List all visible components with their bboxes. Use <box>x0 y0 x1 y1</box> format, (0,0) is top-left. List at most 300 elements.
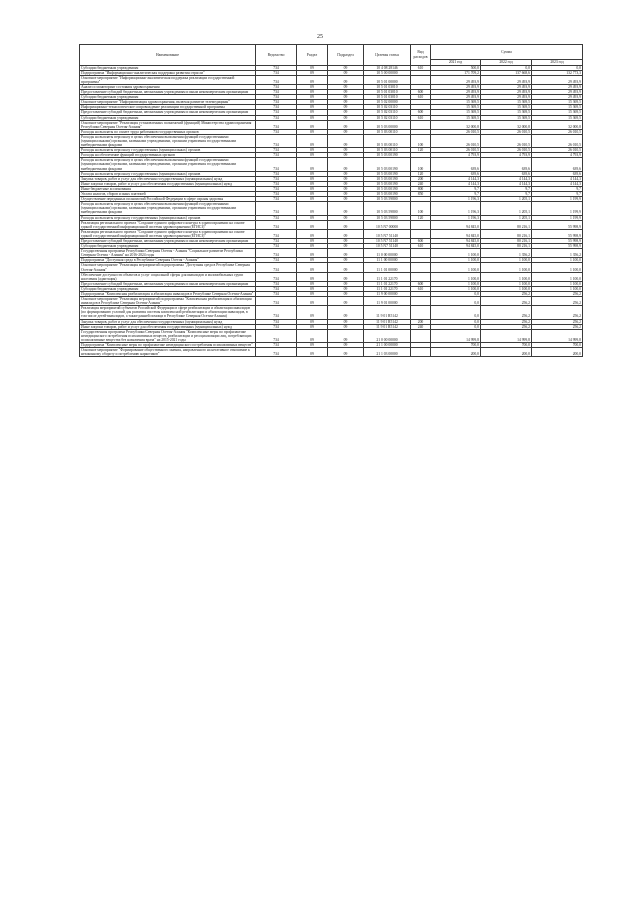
cell-subsection: 09 <box>328 258 364 263</box>
cell-sum-2022: 639,6 <box>481 158 532 171</box>
col-header-year-2023: 2023 год <box>532 60 583 66</box>
cell-sum-2023: 256,2 <box>532 324 583 329</box>
cell-ministry: 734 <box>256 95 297 100</box>
cell-sum-2021: 1 100,0 <box>431 258 481 263</box>
cell-ministry: 734 <box>256 158 297 171</box>
cell-sum-2022: 4 144,3 <box>481 181 532 186</box>
cell-sum-2022: 1 205,1 <box>481 197 532 202</box>
cell-expense-type: 600 <box>411 90 431 95</box>
cell-sum-2022: 0,0 <box>481 65 532 70</box>
cell-subsection: 09 <box>328 343 364 348</box>
cell-ministry: 734 <box>256 348 297 357</box>
cell-expense-type <box>411 120 431 129</box>
cell-sum-2023: 4 144,3 <box>532 176 583 181</box>
cell-expense-type: 610 <box>411 115 431 120</box>
cell-sum-2021: 29 493,9 <box>431 90 481 95</box>
cell-section: 09 <box>297 134 328 147</box>
cell-sum-2023: 32 000,8 <box>532 120 583 129</box>
cell-sum-2022: 26 010,5 <box>481 148 532 153</box>
cell-sum-2023: 1 100,0 <box>532 263 583 272</box>
cell-name: Предоставление субсидий бюджетным, автономным учреждениям и иным некоммерческим организациям <box>80 90 256 95</box>
table-row <box>80 272 583 281</box>
cell-subsection: 09 <box>328 272 364 281</box>
cell-sum-2022: 256,2 <box>481 292 532 297</box>
cell-sum-2022: 1 100,0 <box>481 286 532 291</box>
cell-sum-2022: 15 369,5 <box>481 110 532 115</box>
cell-sum-2022: 137 668,6 <box>481 70 532 75</box>
cell-sum-2022: 1 100,0 <box>481 258 532 263</box>
cell-target: 10 5 01 00000 <box>364 75 411 84</box>
cell-section: 09 <box>297 215 328 220</box>
cell-sum-2022: 256,2 <box>481 306 532 319</box>
cell-sum-2023: 1 100,0 <box>532 258 583 263</box>
cell-sum-2023: 132 773,3 <box>532 70 583 75</box>
cell-name: Закупка товаров, работ и услуг для обеспечения государственных (муниципальных) нужд <box>80 319 256 324</box>
cell-ministry: 734 <box>256 176 297 181</box>
cell-ministry: 734 <box>256 249 297 258</box>
cell-ministry: 734 <box>256 343 297 348</box>
cell-target: 10 5 00 00000 <box>364 70 411 75</box>
budget-table <box>79 44 583 357</box>
cell-section: 09 <box>297 343 328 348</box>
table-row <box>80 134 583 147</box>
cell-sum-2023: 4 793,9 <box>532 153 583 158</box>
cell-sum-2023: 256,2 <box>532 319 583 324</box>
cell-sum-2023: 29 493,9 <box>532 90 583 95</box>
cell-sum-2021: 4 144,3 <box>431 176 481 181</box>
cell-ministry: 734 <box>256 105 297 110</box>
cell-ministry: 734 <box>256 65 297 70</box>
cell-section: 09 <box>297 244 328 249</box>
cell-section: 09 <box>297 272 328 281</box>
cell-ministry: 734 <box>256 75 297 84</box>
cell-subsection: 09 <box>328 215 364 220</box>
cell-section: 09 <box>297 90 328 95</box>
cell-sum-2022: 14 999,8 <box>481 329 532 342</box>
cell-name: Субсидии бюджетным учреждениям <box>80 244 256 249</box>
cell-name: Расходы на выплаты персоналу в целях обеспечения выполнения функций государственными (муниципальными) органами, казенными учреждениями, органами управления государственными внебюджетными фондами <box>80 134 256 147</box>
cell-name: Предоставление субсидий бюджетным, автономным учреждениям и иным некоммерческим организациям <box>80 110 256 115</box>
cell-section: 09 <box>297 306 328 319</box>
cell-section: 09 <box>297 75 328 84</box>
table-row <box>80 158 583 171</box>
cell-section: 09 <box>297 229 328 238</box>
cell-sum-2021: 0,0 <box>431 297 481 306</box>
cell-sum-2022: 80 216,1 <box>481 238 532 243</box>
cell-sum-2021: 4 793,9 <box>431 153 481 158</box>
cell-subsection: 09 <box>328 286 364 291</box>
cell-sum-2023: 200,0 <box>532 348 583 357</box>
cell-sum-2021: 1 196,3 <box>431 215 481 220</box>
cell-sum-2021: 700,0 <box>431 343 481 348</box>
cell-expense-type: 240 <box>411 324 431 329</box>
cell-section: 09 <box>297 181 328 186</box>
cell-subsection: 09 <box>328 281 364 286</box>
cell-expense-type: 600 <box>411 110 431 115</box>
cell-name: Основное мероприятие "Формирование общественного мнения, направленного на негативное отношение к незаконному обороту и потреблению наркотиков" <box>80 348 256 357</box>
cell-sum-2022: 15 369,5 <box>481 100 532 105</box>
cell-sum-2023: 639,6 <box>532 158 583 171</box>
cell-ministry: 734 <box>256 244 297 249</box>
cell-subsection: 09 <box>328 120 364 129</box>
cell-sum-2021: 94 845,0 <box>431 244 481 249</box>
cell-name: Субсидии бюджетным учреждениям <box>80 286 256 291</box>
cell-ministry: 734 <box>256 258 297 263</box>
cell-target: 11 9 01 R5142 <box>364 306 411 319</box>
cell-ministry: 734 <box>256 306 297 319</box>
cell-sum-2023: 14 999,8 <box>532 329 583 342</box>
cell-ministry: 734 <box>256 263 297 272</box>
cell-name: Расходы на выплаты персоналу государственных (муниципальных) органов <box>80 148 256 153</box>
cell-sum-2023: 4 144,3 <box>532 181 583 186</box>
cell-section: 09 <box>297 329 328 342</box>
cell-expense-type: 600 <box>411 281 431 286</box>
cell-sum-2023: 1 100,0 <box>532 286 583 291</box>
cell-sum-2023: 9,7 <box>532 186 583 191</box>
cell-subsection: 09 <box>328 65 364 70</box>
cell-sum-2021: 26 010,5 <box>431 134 481 147</box>
cell-target: 11 1 01 22170 <box>364 286 411 291</box>
cell-target: 10 5 01 03010 <box>364 84 411 89</box>
cell-subsection: 09 <box>328 171 364 176</box>
cell-target: 10 5 02 03110 <box>364 105 411 110</box>
cell-name: Иные бюджетные ассигнования <box>80 186 256 191</box>
table-row <box>80 249 583 258</box>
cell-target: 10 5 N7 51140 <box>364 244 411 249</box>
cell-sum-2023: 55 998,9 <box>532 229 583 238</box>
table-row <box>80 297 583 306</box>
cell-section: 09 <box>297 348 328 357</box>
cell-section: 09 <box>297 153 328 158</box>
cell-name: Реализация мероприятий субъектов Российской Федерации в сфере реабилитации и абилитации инвалидов (по формированию условий для развития системы комплексной реабилитации и абилитации инвалидов, в том числе детей-инвалидов, а также ранней помощи в Республике Северная Осетия-Алания) <box>80 306 256 319</box>
cell-section: 09 <box>297 110 328 115</box>
cell-subsection: 09 <box>328 292 364 297</box>
table-row <box>80 202 583 215</box>
cell-ministry: 734 <box>256 110 297 115</box>
col-header-section: Раздел <box>297 45 328 66</box>
cell-sum-2021: 29 493,9 <box>431 84 481 89</box>
cell-name: Расходы на выплаты персоналу государственных (муниципальных) органов <box>80 171 256 176</box>
cell-target: 11 0 00 00000 <box>364 249 411 258</box>
cell-expense-type <box>411 229 431 238</box>
cell-subsection: 09 <box>328 134 364 147</box>
cell-section: 09 <box>297 186 328 191</box>
cell-sum-2021: 94 845,0 <box>431 229 481 238</box>
cell-sum-2023: 1 199,9 <box>532 197 583 202</box>
cell-subsection: 09 <box>328 181 364 186</box>
cell-subsection: 09 <box>328 176 364 181</box>
cell-sum-2021: 0,0 <box>431 319 481 324</box>
cell-subsection: 09 <box>328 115 364 120</box>
cell-target: 10 5 03 00000 <box>364 120 411 129</box>
cell-target: 11 1 01 22170 <box>364 281 411 286</box>
cell-sum-2022: 1 100,0 <box>481 281 532 286</box>
cell-sum-2022: 80 216,1 <box>481 220 532 229</box>
cell-ministry: 734 <box>256 70 297 75</box>
col-header-expense-type: Вид расходов <box>411 45 431 66</box>
cell-expense-type <box>411 348 431 357</box>
cell-expense-type: 610 <box>411 65 431 70</box>
cell-expense-type: 100 <box>411 158 431 171</box>
table-row <box>80 329 583 342</box>
cell-subsection: 09 <box>328 148 364 153</box>
cell-name: Основное мероприятие "Реализация установленных полномочий (функций) Министерства здравоохранения Республики Северная Осетия-Алания" <box>80 120 256 129</box>
cell-target: 11 1 01 00000 <box>364 263 411 272</box>
cell-expense-type: 120 <box>411 215 431 220</box>
cell-section: 09 <box>297 324 328 329</box>
cell-name: Подпрограмма "Информационно-аналитическая поддержка развития отрасли" <box>80 70 256 75</box>
cell-subsection: 09 <box>328 244 364 249</box>
cell-sum-2022: 1 205,1 <box>481 202 532 215</box>
cell-sum-2022: 15 369,5 <box>481 115 532 120</box>
cell-expense-type: 200 <box>411 176 431 181</box>
cell-ministry: 734 <box>256 90 297 95</box>
cell-sum-2023: 1 199,9 <box>532 215 583 220</box>
cell-sum-2021: 15 369,5 <box>431 115 481 120</box>
cell-sum-2022: 1 356,2 <box>481 249 532 258</box>
cell-section: 09 <box>297 158 328 171</box>
cell-ministry: 734 <box>256 292 297 297</box>
cell-name: Основное мероприятие "Реализация мероприятий подпрограммы "Доступная среда в Республике Северная Осетия-Алания" <box>80 263 256 272</box>
cell-section: 09 <box>297 249 328 258</box>
cell-sum-2021: 171 709,2 <box>431 70 481 75</box>
cell-subsection: 09 <box>328 153 364 158</box>
cell-section: 09 <box>297 202 328 215</box>
cell-sum-2021: 1 196,3 <box>431 197 481 202</box>
cell-sum-2021: 0,0 <box>431 306 481 319</box>
cell-sum-2022: 26 010,5 <box>481 134 532 147</box>
cell-section: 09 <box>297 281 328 286</box>
cell-section: 09 <box>297 95 328 100</box>
cell-target: 10 5 03 00110 <box>364 134 411 147</box>
cell-expense-type: 240 <box>411 181 431 186</box>
cell-expense-type: 100 <box>411 134 431 147</box>
cell-expense-type: 200 <box>411 319 431 324</box>
cell-sum-2021: 0,0 <box>431 324 481 329</box>
cell-sum-2023: 29 493,9 <box>532 84 583 89</box>
cell-sum-2021: 639,6 <box>431 171 481 176</box>
cell-name: Уплата налогов, сборов и иных платежей <box>80 192 256 197</box>
cell-target: 10 5 03 00190 <box>364 186 411 191</box>
cell-name: Информационно-технологическое сопровождение реализации государственной программы <box>80 105 256 110</box>
cell-name: Обеспечение доступности объектов и услуг социальной сферы для инвалидов и маломобильных групп населения (адаптация) <box>80 272 256 281</box>
cell-subsection: 09 <box>328 70 364 75</box>
cell-section: 09 <box>297 297 328 306</box>
cell-subsection: 09 <box>328 197 364 202</box>
cell-sum-2022: 29 493,9 <box>481 75 532 84</box>
cell-section: 09 <box>297 120 328 129</box>
cell-target: 10 5 02 03110 <box>364 115 411 120</box>
cell-ministry: 734 <box>256 181 297 186</box>
cell-subsection: 09 <box>328 202 364 215</box>
cell-ministry: 734 <box>256 329 297 342</box>
cell-name: Государственная программа Республики Северная Осетия - Алания "Социальное развитие Республики Северная Осетия - Алания" на 2016-2024 годы <box>80 249 256 258</box>
cell-target: 10 5 01 03010 <box>364 95 411 100</box>
cell-expense-type <box>411 272 431 281</box>
cell-target: 11 9 01 00000 <box>364 297 411 306</box>
cell-ministry: 734 <box>256 148 297 153</box>
cell-subsection: 09 <box>328 95 364 100</box>
cell-subsection: 09 <box>328 319 364 324</box>
cell-sum-2023: 1 199,9 <box>532 202 583 215</box>
cell-sum-2022: 700,0 <box>481 343 532 348</box>
cell-subsection: 09 <box>328 90 364 95</box>
cell-ministry: 734 <box>256 286 297 291</box>
cell-subsection: 09 <box>328 263 364 272</box>
col-header-name: Наименование <box>80 45 256 66</box>
cell-target: 10 5 N7 51140 <box>364 229 411 238</box>
page-number: 25 <box>317 34 323 40</box>
cell-sum-2023: 26 010,5 <box>532 148 583 153</box>
cell-target: 10 5 03 59800 <box>364 197 411 202</box>
cell-ministry: 734 <box>256 115 297 120</box>
cell-expense-type <box>411 297 431 306</box>
cell-sum-2023: 15 369,5 <box>532 105 583 110</box>
table-row <box>80 348 583 357</box>
cell-ministry: 734 <box>256 319 297 324</box>
cell-subsection: 09 <box>328 324 364 329</box>
cell-ministry: 734 <box>256 120 297 129</box>
cell-expense-type <box>411 75 431 84</box>
cell-sum-2021: 1 100,0 <box>431 281 481 286</box>
cell-sum-2022: 4 144,3 <box>481 176 532 181</box>
cell-sum-2021: 639,6 <box>431 158 481 171</box>
cell-ministry: 734 <box>256 220 297 229</box>
table-body <box>80 65 583 357</box>
cell-subsection: 09 <box>328 297 364 306</box>
cell-target: 10 5 03 59800 <box>364 202 411 215</box>
cell-target: 10 5 03 00110 <box>364 148 411 153</box>
cell-expense-type <box>411 263 431 272</box>
cell-name: Подпрограмма "Комплексная реабилитация и абилитация инвалидов в Республике Северная Осетия-Алания" <box>80 292 256 297</box>
cell-target: 10 5 01 03010 <box>364 90 411 95</box>
cell-sum-2022: 4 793,9 <box>481 153 532 158</box>
cell-ministry: 734 <box>256 171 297 176</box>
col-header-target: Целевая статья <box>364 45 411 66</box>
cell-name: Государственная программа Республики Северная Осетия-Алания "Комплексные меры по профилактике немедицинского потребления психоактивных веществ, реабилитации и ресоциализации лиц, потребляющих психоактивные вещества без назначения врача" на 2015-2021 годы <box>80 329 256 342</box>
cell-name: Предоставление субсидий бюджетным, автономным учреждениям и иным некоммерческим организациям <box>80 281 256 286</box>
cell-target: 10 5 03 00190 <box>364 181 411 186</box>
cell-ministry: 734 <box>256 202 297 215</box>
cell-sum-2021: 1 196,3 <box>431 202 481 215</box>
cell-name: Анализ и мониторинг состояния здравоохранения <box>80 84 256 89</box>
cell-target: 10 4 08 28146 <box>364 65 411 70</box>
cell-sum-2022: 1 100,0 <box>481 272 532 281</box>
cell-section: 09 <box>297 319 328 324</box>
cell-ministry: 734 <box>256 229 297 238</box>
cell-sum-2021: 1 100,0 <box>431 272 481 281</box>
cell-ministry: 734 <box>256 153 297 158</box>
cell-name: Подпрограмма "Комплексные меры по профилактике немедицинского потребления психоактивных веществ" <box>80 343 256 348</box>
cell-name: Расходы на выплаты персоналу государственных (муниципальных) органов <box>80 215 256 220</box>
col-header-year-2022: 2022 год <box>481 60 532 66</box>
cell-sum-2021: 0,0 <box>431 292 481 297</box>
cell-target: 21 1 00 00000 <box>364 343 411 348</box>
cell-sum-2022: 256,2 <box>481 297 532 306</box>
cell-section: 09 <box>297 129 328 134</box>
cell-sum-2023: 55 998,9 <box>532 244 583 249</box>
cell-sum-2021: 200,0 <box>431 348 481 357</box>
table-row <box>80 120 583 129</box>
cell-target: 21 1 03 00000 <box>364 348 411 357</box>
cell-sum-2023: 55 998,9 <box>532 220 583 229</box>
cell-sum-2021: 32 000,8 <box>431 120 481 129</box>
cell-sum-2023: 15 369,5 <box>532 100 583 105</box>
cell-sum-2022: 200,0 <box>481 348 532 357</box>
cell-section: 09 <box>297 238 328 243</box>
cell-target: 10 5 N7 00000 <box>364 220 411 229</box>
cell-sum-2023: 256,2 <box>532 297 583 306</box>
cell-sum-2022: 26 010,5 <box>481 129 532 134</box>
cell-subsection: 09 <box>328 129 364 134</box>
cell-sum-2021: 4 144,3 <box>431 181 481 186</box>
cell-subsection: 09 <box>328 158 364 171</box>
cell-name: Реализация регионального проекта "Создание единого цифрового контура в здравоохранении на основе единой государственной информационной системы здравоохранения (ЕГИСЗ)" <box>80 220 256 229</box>
cell-ministry: 734 <box>256 100 297 105</box>
cell-sum-2023: 0,0 <box>532 65 583 70</box>
cell-ministry: 734 <box>256 297 297 306</box>
cell-sum-2022: 256,2 <box>481 324 532 329</box>
cell-section: 09 <box>297 258 328 263</box>
cell-subsection: 09 <box>328 100 364 105</box>
cell-name: Основное мероприятие "Информационно-аналитическая поддержка реализации государственной программы" <box>80 75 256 84</box>
cell-sum-2022: 9,7 <box>481 192 532 197</box>
cell-sum-2023: 9,7 <box>532 192 583 197</box>
cell-sum-2022: 29 493,9 <box>481 95 532 100</box>
cell-section: 09 <box>297 220 328 229</box>
cell-section: 09 <box>297 176 328 181</box>
cell-subsection: 09 <box>328 238 364 243</box>
cell-target: 10 5 03 00190 <box>364 171 411 176</box>
cell-ministry: 734 <box>256 186 297 191</box>
cell-sum-2021: 29 493,9 <box>431 95 481 100</box>
cell-sum-2022: 1 205,1 <box>481 215 532 220</box>
cell-sum-2021: 500,0 <box>431 65 481 70</box>
cell-name: Расходы на обеспечение функций государственных органов <box>80 153 256 158</box>
cell-sum-2023: 256,2 <box>532 292 583 297</box>
cell-expense-type: 610 <box>411 95 431 100</box>
cell-sum-2022: 256,2 <box>481 319 532 324</box>
cell-name: Иные закупки товаров, работ и услуг для обеспечения государственных (муниципальных) нужд <box>80 324 256 329</box>
cell-section: 09 <box>297 197 328 202</box>
cell-subsection: 09 <box>328 306 364 319</box>
cell-subsection: 09 <box>328 110 364 115</box>
cell-sum-2021: 15 369,5 <box>431 105 481 110</box>
cell-sum-2022: 29 493,9 <box>481 84 532 89</box>
cell-sum-2021: 9,7 <box>431 192 481 197</box>
cell-sum-2021: 1 100,0 <box>431 263 481 272</box>
cell-sum-2021: 26 010,5 <box>431 129 481 134</box>
cell-name: Осуществление переданных полномочий Российской Федерации в сфере охраны здоровья <box>80 197 256 202</box>
cell-expense-type: 800 <box>411 186 431 191</box>
cell-section: 09 <box>297 100 328 105</box>
cell-target: 11 9 00 00000 <box>364 292 411 297</box>
cell-target: 21 0 00 00000 <box>364 329 411 342</box>
cell-sum-2023: 55 998,9 <box>532 238 583 243</box>
cell-subsection: 09 <box>328 186 364 191</box>
cell-subsection: 09 <box>328 249 364 258</box>
cell-target: 10 5 03 59800 <box>364 215 411 220</box>
cell-name: Иные закупки товаров, работ и услуг для обеспечения государственных (муниципальных) нужд <box>80 181 256 186</box>
cell-sum-2021: 29 493,9 <box>431 75 481 84</box>
cell-section: 09 <box>297 115 328 120</box>
cell-subsection: 09 <box>328 348 364 357</box>
cell-expense-type: 100 <box>411 202 431 215</box>
cell-ministry: 734 <box>256 192 297 197</box>
cell-name: Субсидии бюджетным учреждениям <box>80 65 256 70</box>
cell-section: 09 <box>297 286 328 291</box>
cell-sum-2021: 1 100,0 <box>431 286 481 291</box>
